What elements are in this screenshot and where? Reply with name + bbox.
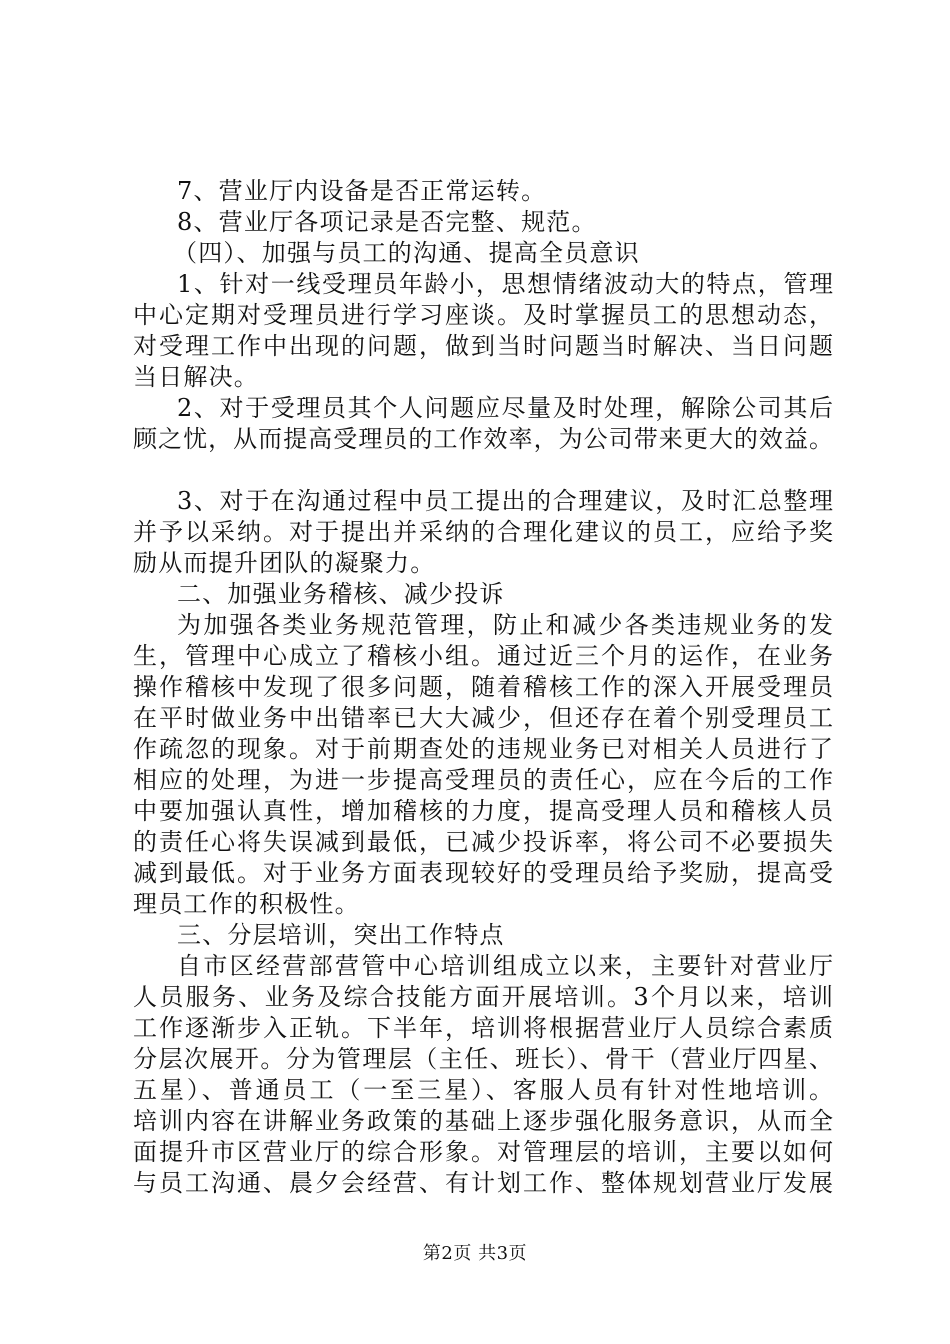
paragraph-line: 人员服务、业务及综合技能方面开展培训。3个月以来，培训 [133, 983, 833, 1011]
paragraph-line: 面提升市区营业厅的综合形象。对管理层的培训，主要以如何 [133, 1138, 833, 1166]
list-item-8: 8、营业厅各项记录是否完整、规范。 [177, 208, 597, 236]
paragraph-line: 理员工作的积极性。 [133, 890, 360, 918]
paragraph-line: 操作稽核中发现了很多问题，随着稽核工作的深入开展受理员 [133, 673, 833, 701]
page-number-label: 第2页 共3页 [422, 1243, 528, 1264]
paragraph-line: 当日解决。 [133, 363, 259, 391]
paragraph-line: 励从而提升团队的凝聚力。 [133, 549, 436, 577]
paragraph-line: 为加强各类业务规范管理，防止和减少各类违规业务的发 [177, 611, 833, 639]
list-item-7: 7、营业厅内设备是否正常运转。 [177, 177, 547, 205]
page-footer [0, 1243, 950, 1265]
paragraph-line: 并予以采纳。对于提出并采纳的合理化建议的员工，应给予奖 [133, 518, 833, 546]
paragraph-line: 五星）、普通员工（一至三星）、客服人员有针对性地培训。 [133, 1076, 833, 1104]
paragraph-line: 作疏忽的现象。对于前期查处的违规业务已对相关人员进行了 [133, 735, 833, 763]
paragraph-line: 生，管理中心成立了稽核小组。通过近三个月的运作，在业务 [133, 642, 833, 670]
paragraph-line: 对受理工作中出现的问题，做到当时问题当时解决、当日问题 [133, 332, 833, 360]
paragraph-line: 分层次展开。分为管理层（主任、班长）、骨干（营业厅四星、 [133, 1045, 833, 1073]
section-heading-2: 二、加强业务稽核、减少投诉 [177, 580, 505, 608]
paragraph-line: 减到最低。对于业务方面表现较好的受理员给予奖励，提高受 [133, 859, 833, 887]
section-heading-4: （四）、加强与员工的沟通、提高全员意识 [173, 239, 640, 267]
paragraph-line: 与员工沟通、晨夕会经营、有计划工作、整体规划营业厅发展 [133, 1169, 833, 1197]
paragraph-line: 工作逐渐步入正轨。下半年，培训将根据营业厅人员综合素质 [133, 1014, 833, 1042]
paragraph-line: 中心定期对受理员进行学习座谈。及时掌握员工的思想动态， [133, 301, 833, 329]
paragraph-line: 中要加强认真性，增加稽核的力度，提高受理人员和稽核人员 [133, 797, 833, 825]
paragraph-line: 培训内容在讲解业务政策的基础上逐步强化服务意识，从而全 [133, 1107, 833, 1135]
paragraph-line: 相应的处理，为进一步提高受理员的责任心，应在今后的工作 [133, 766, 833, 794]
paragraph-line: 3、对于在沟通过程中员工提出的合理建议，及时汇总整理 [177, 487, 833, 515]
paragraph-line: 在平时做业务中出错率已大大减少，但还存在着个别受理员工 [133, 704, 833, 732]
paragraph-line: 自市区经营部营管中心培训组成立以来，主要针对营业厅 [177, 952, 833, 980]
document-body [133, 176, 833, 1199]
section-heading-3: 三、分层培训，突出工作特点 [177, 921, 505, 949]
paragraph-line: 2、对于受理员其个人问题应尽量及时处理，解除公司其后 [177, 394, 833, 422]
paragraph-line: 的责任心将失误减到最低，已减少投诉率，将公司不必要损失 [133, 828, 833, 856]
paragraph-line: 顾之忧，从而提高受理员的工作效率，为公司带来更大的效益。 [133, 425, 833, 453]
paragraph-line: 1、针对一线受理员年龄小，思想情绪波动大的特点，管理 [177, 270, 833, 298]
